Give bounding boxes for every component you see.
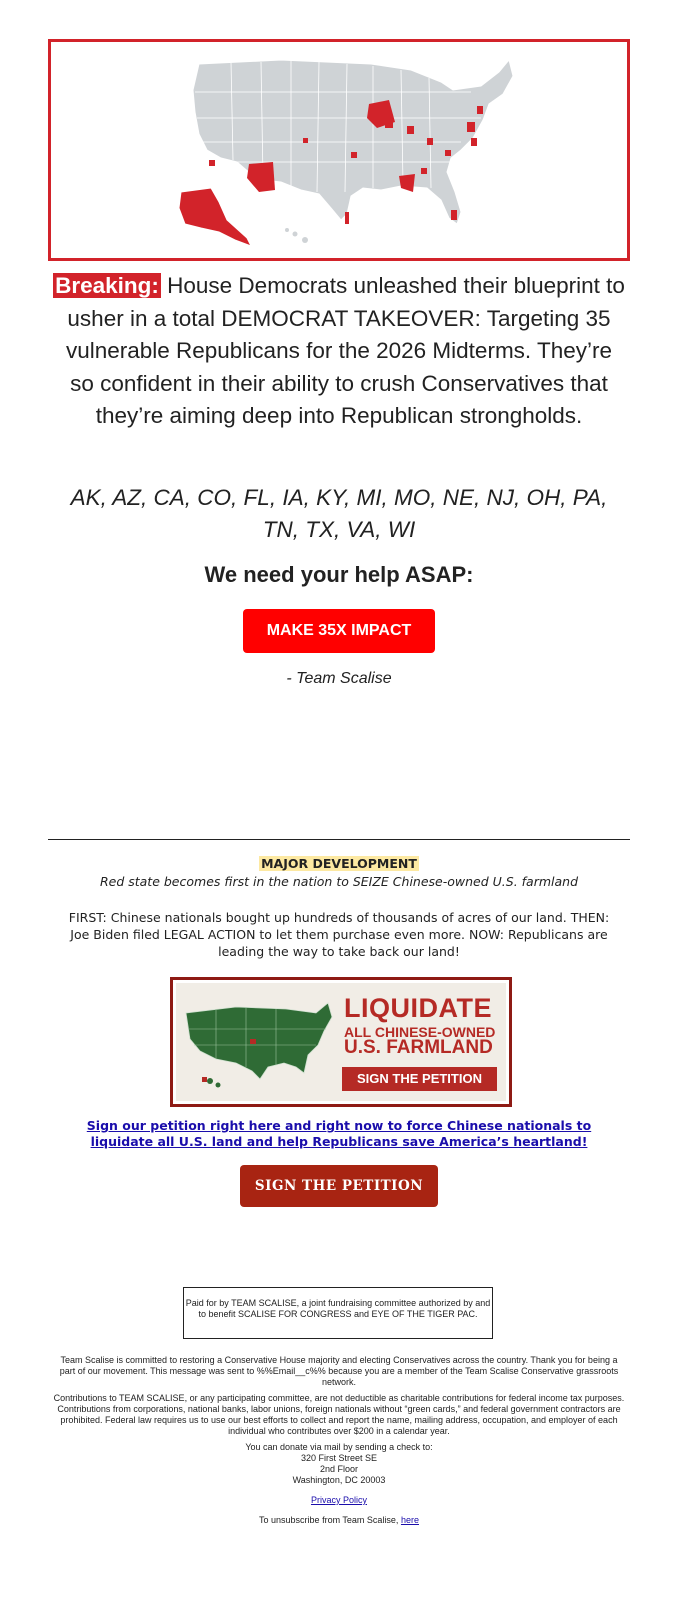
address-line-2: 2nd Floor (319, 1464, 359, 1474)
address-line-3: Washington, DC 20003 (292, 1475, 386, 1485)
mission-statement: Team Scalise is committed to restoring a Conservative House majority and electing Conservatives across the country. Thank you for being a part of our movement. This message was sent to %%Email__c%% because you are a member of the Team Scalise Conservative grassroots network. (59, 1355, 619, 1387)
section-divider (48, 839, 630, 840)
banner-inner (176, 983, 506, 1101)
target-districts-map (48, 39, 630, 261)
headline-text: House Democrats unleashed their blueprint to usher in a total DEMOCRAT TAKEOVER: Targeting 35 vulnerable Republicans for the 2026 Midterms. They’re so confident in their ability to crush Conservatives that they’re aiming deep into Republican strongholds. (65, 273, 625, 428)
privacy-policy-link[interactable]: Privacy Policy (310, 1495, 367, 1505)
address-line-1: 320 First Street SE (300, 1453, 378, 1463)
paid-for-disclaimer: Paid for by TEAM SCALISE, a joint fundraising committee authorized by and to benefit SCALISE FOR CONGRESS and EYE OF THE TIGER PAC. (183, 1287, 493, 1339)
promo-subtitle: Red state becomes first in the nation to SEIZE Chinese-owned U.S. farmland (99, 874, 579, 889)
banner-sign-button: SIGN THE PETITION (342, 1067, 497, 1091)
legal-disclaimer: Contributions to TEAM SCALISE, or any participating committee, are not deductible as charitable contributions for federal income tax purposes. Contributions from corporations, national banks, labor unions, foreign nationals without “green cards,” and federal government contractors are prohibited. Federal law requires us to use our best efforts to collect and report the name, mailing address, occupation, and employer of each individual who contributes over $200 in a calendar year. (53, 1393, 625, 1436)
us-map-graphic (51, 42, 627, 258)
major-development-label (48, 856, 630, 871)
unsubscribe-link[interactable]: here (400, 1515, 419, 1525)
unsubscribe-row (52, 1515, 626, 1526)
banner-title: LIQUIDATE (344, 993, 492, 1023)
mail-intro: You can donate via mail by sending a check to: (245, 1442, 433, 1452)
sign-the-petition-button[interactable]: SIGN THE PETITION (240, 1165, 438, 1207)
banner-line3: U.S. FARMLAND (344, 1037, 493, 1058)
green-us-map-graphic (176, 983, 336, 1101)
make-35x-impact-button[interactable]: MAKE 35X IMPACT (243, 609, 435, 653)
petition-link[interactable]: Sign our petition right here and right now to force Chinese nationals to liquidate all U.S. land and help Republicans save America’s heartland! (86, 1118, 592, 1149)
unsubscribe-text: To unsubscribe from Team Scalise, (259, 1515, 399, 1525)
banner-line2: ALL CHINESE-OWNED (344, 1024, 496, 1040)
liquidate-farmland-banner[interactable] (170, 977, 512, 1107)
mail-donation-block (52, 1442, 626, 1486)
sign-off: - Team Scalise (286, 670, 392, 687)
privacy-row (52, 1495, 626, 1506)
breaking-label: Breaking: (55, 273, 159, 298)
major-development-text: MAJOR DEVELOPMENT (261, 856, 417, 871)
target-states-list: AK, AZ, CA, CO, FL, IA, KY, MI, MO, NE, NJ, OH, PA, TN, TX, VA, WI (70, 485, 608, 542)
help-heading: We need your help ASAP: (204, 562, 474, 587)
promo-body: FIRST: Chinese nationals bought up hundreds of thousands of acres of our land. THEN: Joe Biden filed LEGAL ACTION to let them purchase even more. NOW: Republicans are leading the way to take back our land! (68, 910, 610, 959)
breaking-headline (52, 270, 626, 433)
